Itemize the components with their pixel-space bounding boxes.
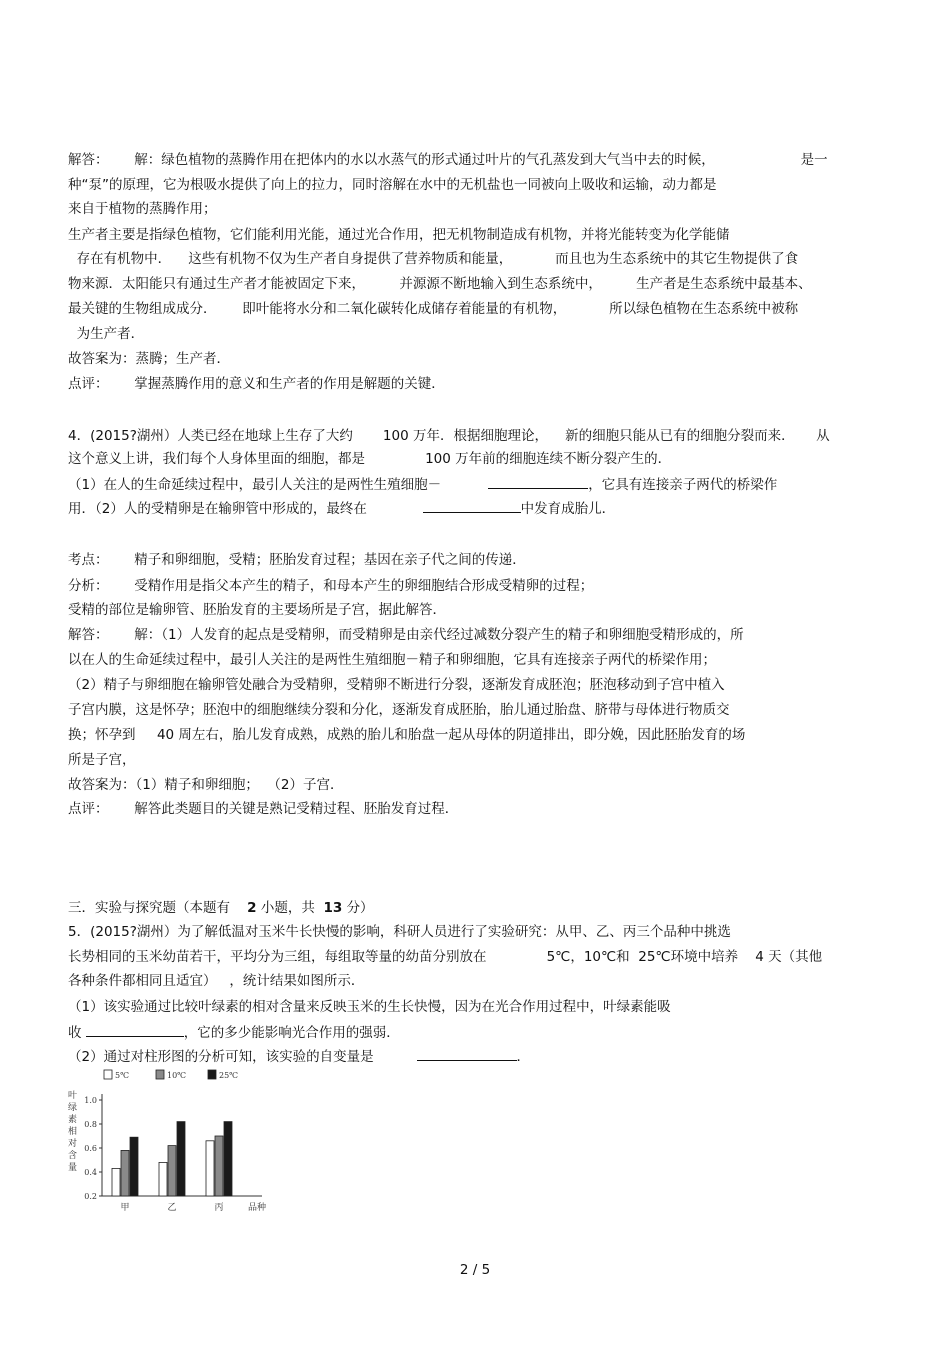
answer-q3-line xyxy=(68,249,798,269)
answer-q3-segment: 点评： 掌握蒸腾作用的意义和生产者的作用是解题的关键． xyxy=(68,376,445,392)
q4-part1-text: （1）在人的生命延续过程中，最引人关注的是两性生殖细胞－ xyxy=(68,477,489,493)
answer-q3-segment: 生产者主要是指绿色植物，它们能利用光能，通过光合作用，把无机物制造成有机物，并将光能转变为化学能储 xyxy=(68,227,730,243)
page-number: 2 / 5 xyxy=(459,1262,491,1278)
bar-丙-5℃ xyxy=(206,1141,214,1196)
answer-q3-segment: 为生产者． xyxy=(68,326,145,342)
legend-swatch-0 xyxy=(104,1070,112,1079)
answer-q3-line xyxy=(68,324,144,344)
q4-analysis-line: 换；怀孕到 40 周左右，胎儿发育成熟，成熟的胎儿和胎盘一起从母体的阴道排出，即分娩，因此胚胎发育的场 xyxy=(68,727,746,743)
y-axis-label-char: 绿 xyxy=(68,1103,78,1113)
bar-甲-5℃ xyxy=(112,1168,120,1196)
q5-line-2: 长势相同的玉米幼苗若干，平均分为三组，每组取等量的幼苗分别放在 5℃，10℃和 25℃环境中培养 4 天（其他 xyxy=(68,949,823,965)
answer-q3-line xyxy=(68,299,798,319)
q4-analysis-line: （2）精子与卵细胞在输卵管处融合为受精卵，受精卵不断进行分裂，逐渐发育成胚泡；胚泡移动到子宫中植入 xyxy=(68,677,725,693)
q5-part1-tail: ，它的多少能影响光合作用的强弱． xyxy=(183,1025,400,1041)
q4-part2-text: 用．（2）人的受精卵是在输卵管中形成的，最终在 xyxy=(68,501,423,517)
q4-analysis-line: 点评： 解答此类题目的关键是熟记受精过程、胚胎发育过程． xyxy=(68,801,459,817)
q4-analysis-line: 解答： 解：（1）人发育的起点是受精卵，而受精卵是由亲代经过减数分裂产生的精子和卵细胞受精形成的，所 xyxy=(68,627,744,643)
section-3-mid: 小题，共 xyxy=(260,900,315,916)
answer-q3-line xyxy=(68,374,445,394)
answer-q3-segment: 种“泵”的原理，它为根吸水提供了向上的拉力，同时溶解在水中的无机盐也一同被向上吸收和运输，动力都是 xyxy=(68,177,717,193)
q5-line-6 xyxy=(68,1046,530,1067)
answer-blank-3[interactable] xyxy=(86,1022,184,1037)
answer-q3-line xyxy=(68,349,230,369)
answer-blank-1[interactable] xyxy=(488,474,588,489)
q4-analysis-line: 以在人的生命延续过程中，最引人关注的是两性生殖细胞－精子和卵细胞，它具有连接亲子两代的桥梁作用； xyxy=(68,652,716,668)
section-3-score: 13 xyxy=(323,900,343,916)
x-tick-label: 甲 xyxy=(120,1203,130,1213)
answer-q3-segment: 解：绿色植物的蒸腾作用在把体内的水以水蒸气的形式通过叶片的气孔蒸发到大气当中去的时候， xyxy=(108,152,715,168)
y-tick-label: 0.6 xyxy=(84,1144,97,1153)
q5-part1-text: 收 xyxy=(68,1025,86,1041)
answer-q3-segment: 存在有机物中． 这些有机物不仅为生产者自身提供了营养物质和能量， 而且也为生态系统中的其它生物提供了食 xyxy=(68,251,799,267)
q4-part1-tail: ，它具有连接亲子两代的桥梁作 xyxy=(588,477,778,493)
y-axis-label-char: 量 xyxy=(68,1163,78,1173)
y-axis-label-char: 含 xyxy=(68,1151,78,1161)
section-3-prefix: 三．实验与探究题（本题有 xyxy=(68,900,230,916)
q5-part2-text: （2）通过对柱形图的分析可知，该实验的自变量是 xyxy=(68,1049,417,1065)
y-axis-label-char: 素 xyxy=(68,1115,78,1125)
q5-part2-tail: ． xyxy=(516,1049,531,1065)
y-tick-label: 0.2 xyxy=(84,1192,97,1201)
q4-line-2: 这个意义上讲，我们每个人身体里面的细胞，都是 100 万年前的细胞连续不断分裂产生的． xyxy=(68,451,672,467)
q4-analysis-line: 考点： 精子和卵细胞，受精；胚胎发育过程；基因在亲子代之间的传递． xyxy=(68,552,526,568)
x-tick-label: 丙 xyxy=(214,1203,224,1213)
q4-analysis-line: 受精的部位是输卵管、胚胎发育的主要场所是子宫，据此解答． xyxy=(68,602,446,618)
answer-q3-line xyxy=(68,274,812,294)
q4-analysis-line: 分析： 受精作用是指父本产生的精子，和母本产生的卵细胞结合形成受精卵的过程； xyxy=(68,578,594,594)
section-3-heading xyxy=(68,898,374,918)
x-tick-label: 乙 xyxy=(167,1203,177,1213)
q5-line-5 xyxy=(68,1022,400,1043)
legend-label-0: 5℃ xyxy=(115,1071,130,1080)
q5-line-1: 5．(2015?湖州）为了解低温对玉米牛长快慢的影响，科研人员进行了实验研究：从甲、乙、丙三个品种中挑选 xyxy=(68,924,731,940)
answer-q3-segment: 故答案为：蒸腾；生产者． xyxy=(68,351,230,367)
y-axis-label-char: 叶 xyxy=(68,1091,78,1101)
q4-line-1: 4．(2015?湖州）人类已经在地球上生存了大约 100 万年．根据细胞理论， 新的细胞只能从已有的细胞分裂而来． 从 xyxy=(68,428,830,444)
x-axis-label: 品种 xyxy=(248,1203,267,1213)
y-axis-label-char: 对 xyxy=(68,1139,78,1149)
section-3-suffix: 分） xyxy=(346,900,374,916)
y-tick-label: 1.0 xyxy=(84,1096,97,1105)
legend-swatch-1 xyxy=(156,1070,164,1079)
chlorophyll-bar-chart xyxy=(62,1066,272,1216)
answer-q3-segment: 解答： xyxy=(68,152,109,168)
answer-q3-line xyxy=(68,150,828,170)
bar-乙-25℃ xyxy=(177,1122,185,1196)
section-3-count: 2 xyxy=(247,900,257,916)
bar-乙-5℃ xyxy=(159,1162,167,1196)
legend-label-2: 25℃ xyxy=(219,1071,239,1080)
q4-analysis-line: 子宫内膜，这是怀孕；胚泡中的细胞继续分裂和分化，逐渐发育成胚胎，胎儿通过胎盘、脐带与母体进行物质交 xyxy=(68,702,730,718)
q4-analysis-line: 故答案为：（1）精子和卵细胞； （2）子宫． xyxy=(68,777,344,793)
q4-analysis-line: 所是子宫， xyxy=(68,752,136,768)
bar-甲-25℃ xyxy=(130,1137,138,1196)
answer-blank-2[interactable] xyxy=(423,498,521,513)
legend-swatch-2 xyxy=(208,1070,216,1079)
q5-line-3: 各种条件都相同且适宜） ，统计结果如图所示． xyxy=(68,973,365,989)
answer-q3-segment: 物来源．太阳能只有通过生产者才能被固定下来， 并源源不断地输入到生态系统中， 生产者是生态系统中最基本、 xyxy=(68,276,812,292)
q4-line-3 xyxy=(68,474,777,495)
legend-label-1: 10℃ xyxy=(167,1071,187,1080)
answer-q3-segment: 是一 xyxy=(714,152,828,168)
bar-丙-10℃ xyxy=(215,1136,223,1196)
q4-line-4 xyxy=(68,498,615,519)
y-tick-label: 0.4 xyxy=(84,1168,97,1177)
answer-blank-4[interactable] xyxy=(417,1046,517,1061)
bar-丙-25℃ xyxy=(224,1122,232,1196)
bar-甲-10℃ xyxy=(121,1150,129,1196)
answer-q3-line xyxy=(68,225,730,245)
answer-q3-segment: 最关键的生物组成成分． 即叶能将水分和二氧化碳转化成储存着能量的有机物， 所以绿色植物在生态系统中被称 xyxy=(68,301,799,317)
y-tick-label: 0.8 xyxy=(84,1120,97,1129)
answer-q3-line xyxy=(68,199,217,219)
y-axis-label-char: 相 xyxy=(68,1127,78,1137)
q4-part2-tail: 中发育成胎儿． xyxy=(520,501,616,517)
q5-line-4: （1）该实验通过比较叶绿素的相对含量来反映玉米的生长快慢，因为在光合作用过程中，叶绿素能吸 xyxy=(68,999,671,1015)
answer-q3-line xyxy=(68,175,717,195)
answer-q3-segment: 来自于植物的蒸腾作用； xyxy=(68,201,217,217)
bar-乙-10℃ xyxy=(168,1146,176,1196)
